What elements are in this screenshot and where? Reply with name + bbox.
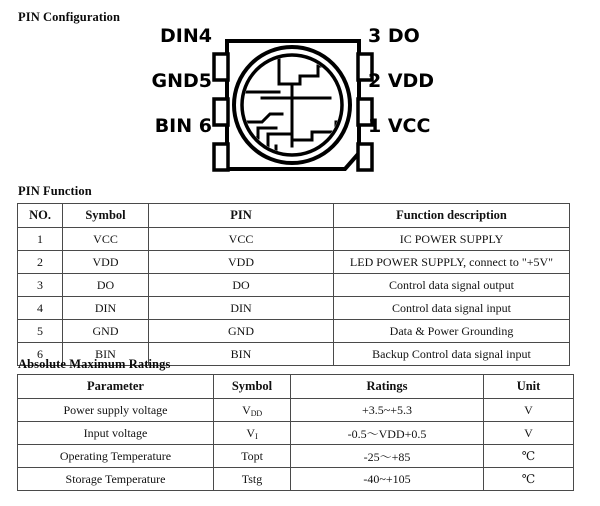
absolute-maximum-ratings-heading: Absolute Maximum Ratings: [18, 357, 171, 371]
table-row: [18, 297, 570, 320]
table-row: [18, 422, 574, 445]
cell-no: 2: [18, 251, 63, 274]
cell-ratings: -25〜+85: [291, 445, 484, 468]
cell-no: 1: [18, 228, 63, 251]
cell-symbol: DO: [63, 274, 149, 297]
cell-pin: VDD: [149, 251, 334, 274]
pin-label-din: DIN4: [160, 25, 212, 47]
cell-pin: DIN: [149, 297, 334, 320]
cell-function-description: Control data signal output: [334, 274, 570, 297]
column-header-no: NO.: [18, 204, 63, 228]
cell-symbol: [214, 422, 291, 445]
cell-parameter: Operating Temperature: [18, 445, 214, 468]
column-header-function-description: Function description: [334, 204, 570, 228]
symbol-base: V: [246, 425, 256, 440]
cell-no: 4: [18, 297, 63, 320]
cell-symbol: VDD: [63, 251, 149, 274]
column-header-symbol: Symbol: [63, 204, 149, 228]
cell-ratings: -40~+105: [291, 468, 484, 491]
pin-configuration-heading: PIN Configuration: [18, 10, 121, 24]
table-header-row: [18, 375, 574, 399]
pin-function-table: [17, 203, 570, 366]
pin-label-gnd: GND5: [151, 70, 212, 92]
pin-label-vcc: 1 VCC: [368, 115, 431, 137]
cell-ratings: +3.5~+5.3: [291, 399, 484, 422]
cell-function-description: Backup Control data signal input: [334, 343, 570, 366]
cell-unit: V: [484, 422, 574, 445]
table-row: [18, 251, 570, 274]
cell-pin: DO: [149, 274, 334, 297]
cell-parameter: Power supply voltage: [18, 399, 214, 422]
cell-symbol: VCC: [63, 228, 149, 251]
absolute-maximum-ratings-table: [17, 374, 574, 491]
table-row: [18, 399, 574, 422]
table-row: [18, 320, 570, 343]
column-header-parameter: Parameter: [18, 375, 214, 399]
cell-symbol: GND: [63, 320, 149, 343]
table-header-row: [18, 204, 570, 228]
cell-symbol: DIN: [63, 297, 149, 320]
pin-label-do: 3 DO: [368, 25, 420, 47]
cell-pin: BIN: [149, 343, 334, 366]
cell-pin: GND: [149, 320, 334, 343]
cell-symbol: [214, 399, 291, 422]
cell-pin: VCC: [149, 228, 334, 251]
led-package-diagram: [0, 26, 600, 182]
table-row: [18, 445, 574, 468]
symbol-subscript: I: [255, 431, 258, 441]
symbol-base: V: [242, 402, 251, 417]
column-header-symbol: Symbol: [214, 375, 291, 399]
cell-symbol: BIN: [63, 343, 149, 366]
cell-no: 3: [18, 274, 63, 297]
column-header-pin: PIN: [149, 204, 334, 228]
cell-no: 6: [18, 343, 63, 366]
cell-parameter: Input voltage: [18, 422, 214, 445]
cell-symbol: Topt: [214, 445, 291, 468]
cell-function-description: LED POWER SUPPLY, connect to "+5V": [334, 251, 570, 274]
cell-function-description: IC POWER SUPPLY: [334, 228, 570, 251]
pin-function-heading: PIN Function: [18, 184, 92, 198]
cell-function-description: Control data signal input: [334, 297, 570, 320]
cell-parameter: Storage Temperature: [18, 468, 214, 491]
cell-symbol: Tstg: [214, 468, 291, 491]
pin-label-bin: BIN 6: [154, 115, 212, 137]
cell-ratings: -0.5〜VDD+0.5: [291, 422, 484, 445]
column-header-unit: Unit: [484, 375, 574, 399]
cell-unit: ℃: [484, 445, 574, 468]
cell-no: 5: [18, 320, 63, 343]
symbol-subscript: DD: [250, 408, 262, 418]
column-header-ratings: Ratings: [291, 375, 484, 399]
table-row: [18, 228, 570, 251]
table-row: [18, 274, 570, 297]
pin-label-vdd: 2 VDD: [368, 70, 435, 92]
cell-unit: V: [484, 399, 574, 422]
table-row: [18, 468, 574, 491]
cell-function-description: Data & Power Grounding: [334, 320, 570, 343]
cell-unit: ℃: [484, 468, 574, 491]
